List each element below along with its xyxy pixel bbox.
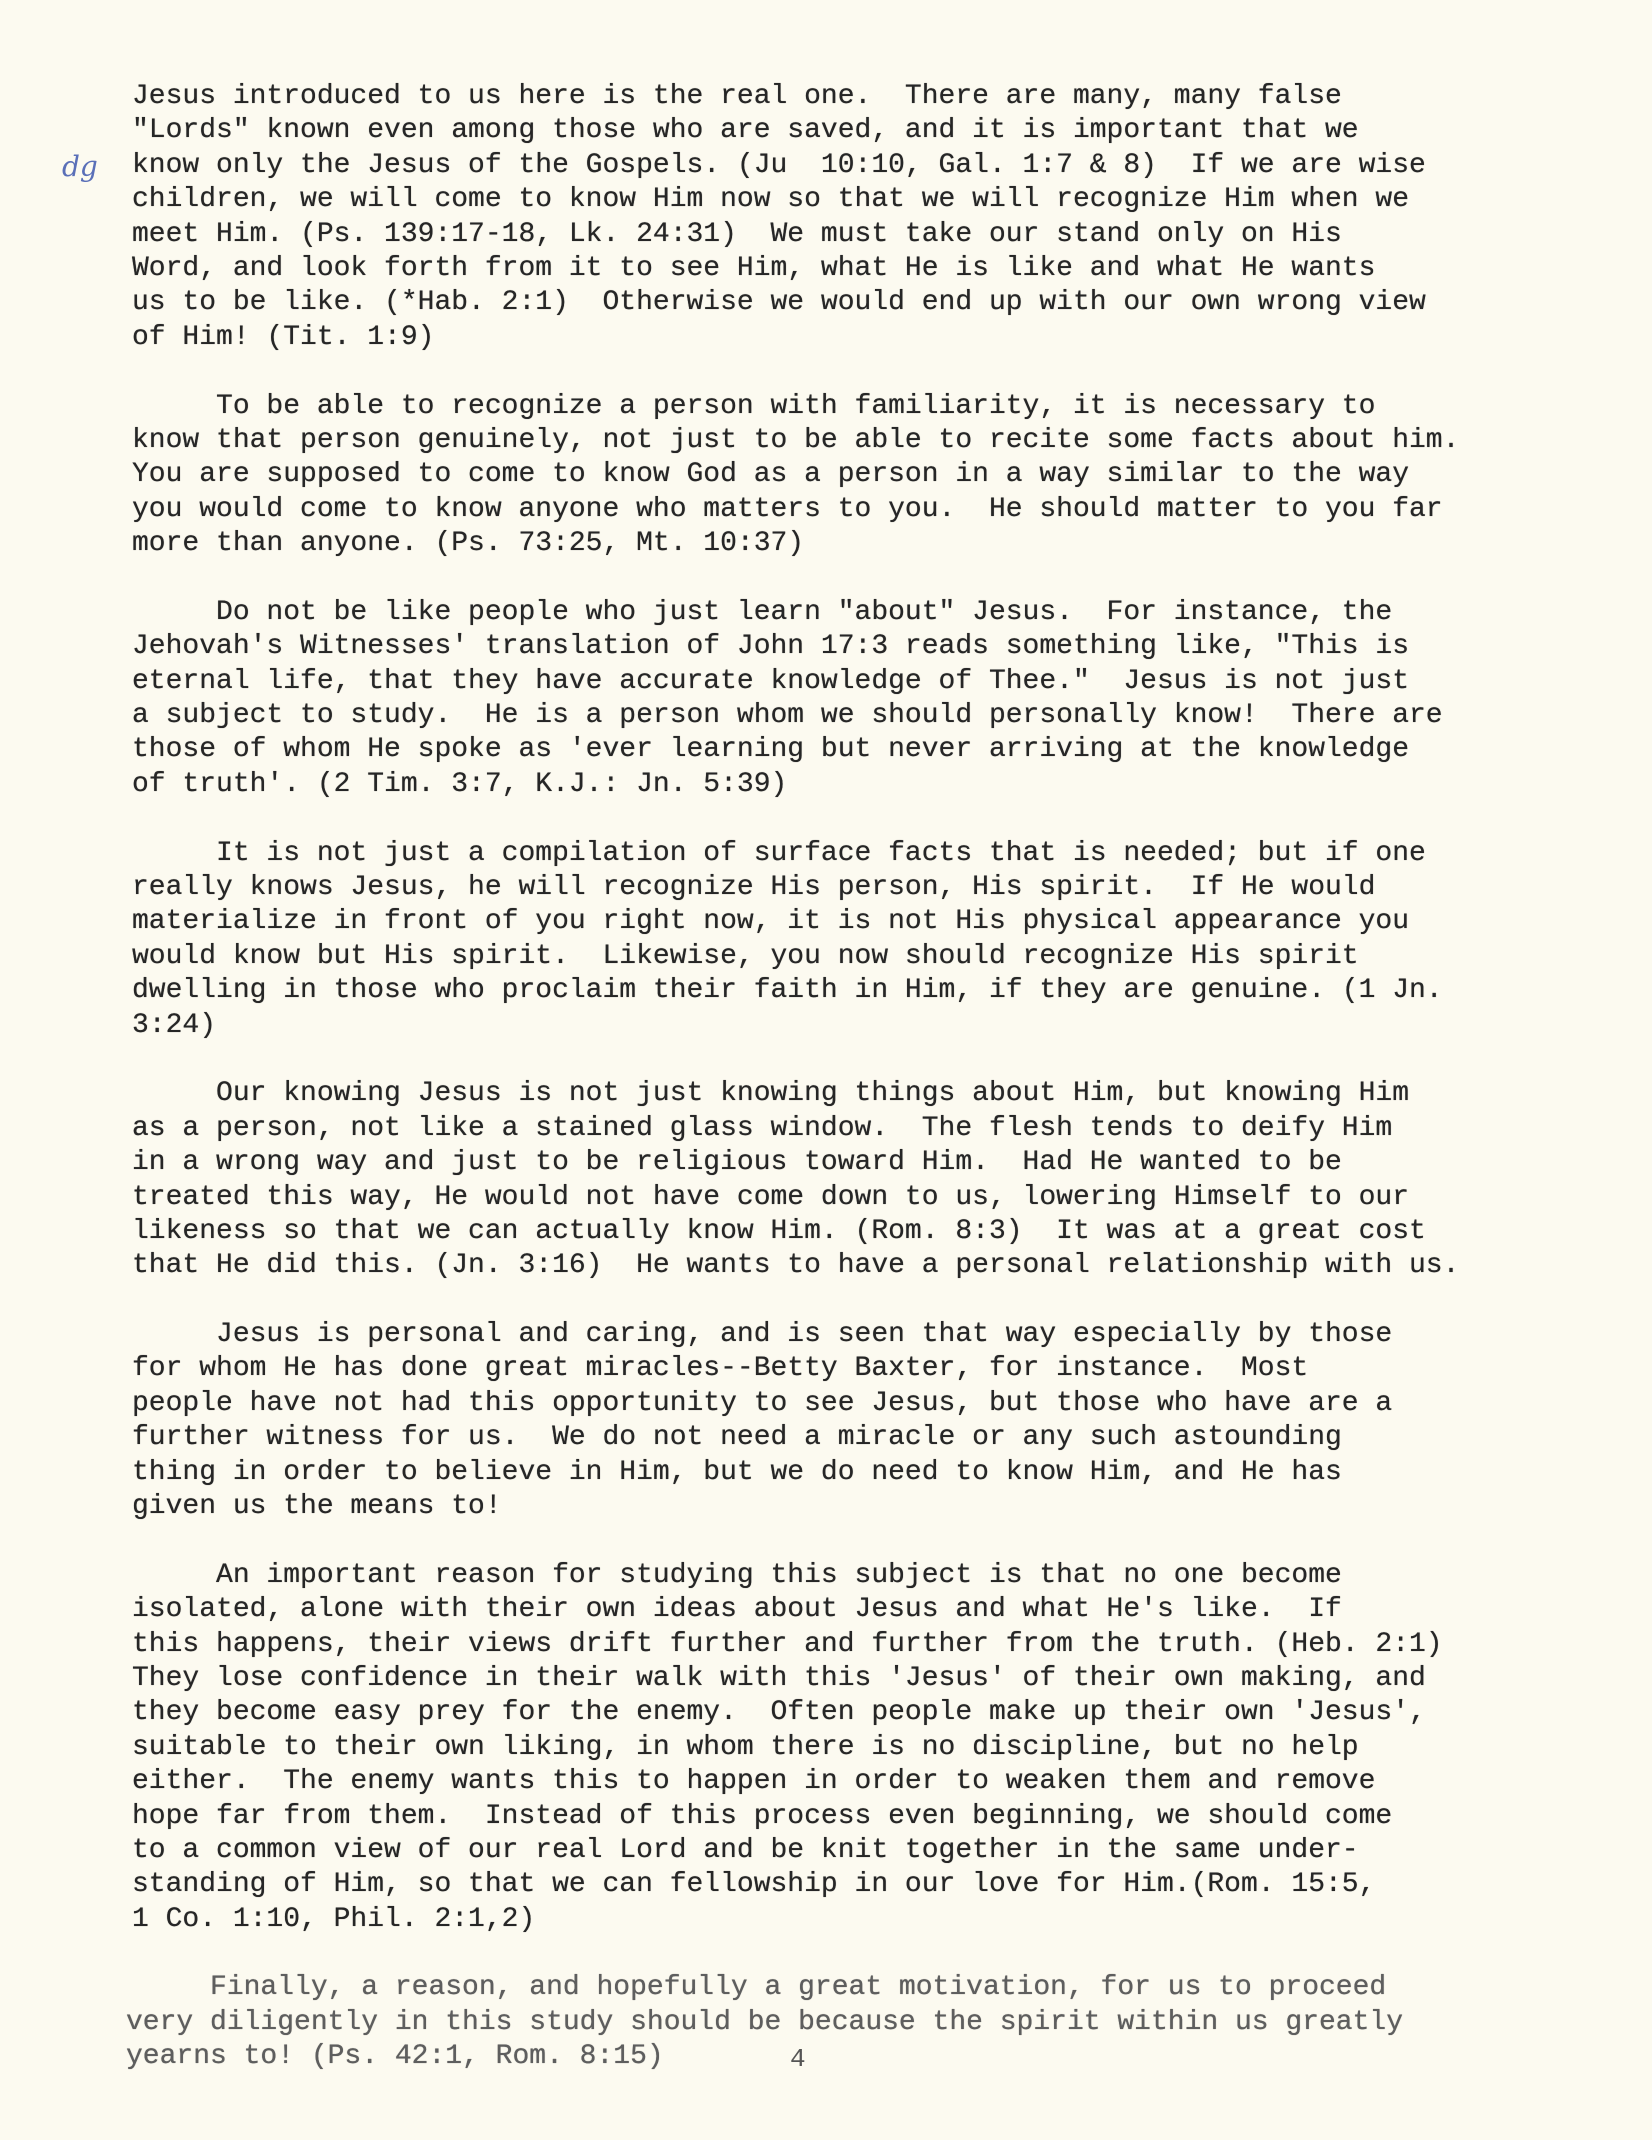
paragraph (132, 837, 1552, 1043)
text-line: really knows Jesus, he will recognize His person, His spirit. If He would (132, 871, 1376, 903)
handwritten-correction: dg (62, 150, 98, 183)
text-line: know only the Jesus of the Gospels. (Ju 10:10, Gal. 1:7 & 8) If we are wise (132, 149, 1426, 181)
text-line: It is not just a compilation of surface facts that is needed; but if one (132, 837, 1426, 869)
page-number: 4 (790, 2044, 806, 2074)
text-line: know that person genuinely, not just to be able to recite some facts about him. (132, 424, 1460, 456)
text-line: those of whom He spoke as 'ever learning but never arriving at the knowledge (132, 734, 1410, 766)
paragraph (132, 1077, 1552, 1283)
text-line: a subject to study. He is a person whom we should personally know! There are (132, 700, 1443, 732)
text-line: to a common view of our real Lord and be knit together in the same under- (132, 1834, 1359, 1866)
paragraph (132, 80, 1552, 355)
text-line: thing in order to believe in Him, but we do need to know Him, and He has (132, 1456, 1342, 1488)
text-line: this happens, their views drift further and further from the truth. (Heb. 2:1) (132, 1628, 1443, 1660)
text-line: Do not be like people who just learn "about" Jesus. For instance, the (132, 596, 1393, 628)
text-line: yearns to! (Ps. 42:1, Rom. 8:15) (126, 2041, 664, 2073)
text-line: isolated, alone with their own ideas about Jesus and what He's like. If (132, 1594, 1342, 1626)
text-line: An important reason for studying this subject is that no one become (132, 1559, 1342, 1591)
text-line: 3:24) (132, 1009, 217, 1041)
text-line: Jesus is personal and caring, and is seen that way especially by those (132, 1319, 1393, 1351)
text-line: people have not had this opportunity to see Jesus, but those who have are a (132, 1387, 1393, 1419)
text-line: us to be like. (*Hab. 2:1) Otherwise we would end up with our own wrong view (132, 287, 1426, 319)
text-line: of truth'. (2 Tim. 3:7, K.J.: Jn. 5:39) (132, 768, 788, 800)
paragraph (132, 1318, 1552, 1524)
text-line: meet Him. (Ps. 139:17-18, Lk. 24:31) We must take our stand only on His (132, 218, 1342, 250)
text-line: in a wrong way and just to be religious toward Him. Had He wanted to be (132, 1147, 1342, 1179)
text-line: suitable to their own liking, in whom there is no discipline, but no help (132, 1731, 1359, 1763)
text-line: further witness for us. We do not need a miracle or any such astounding (132, 1422, 1342, 1454)
text-line: more than anyone. (Ps. 73:25, Mt. 10:37) (132, 528, 805, 560)
text-line: They lose confidence in their walk with this 'Jesus' of their own making, and (132, 1662, 1426, 1694)
text-line: eternal life, that they have accurate knowledge of Thee." Jesus is not just (132, 665, 1410, 697)
paragraph (132, 596, 1552, 802)
text-line: Finally, a reason, and hopefully a great motivation, for us to proceed (126, 1972, 1387, 2004)
text-line: likeness so that we can actually know Him. (Rom. 8:3) It was at a great cost (132, 1215, 1426, 1247)
text-line: materialize in front of you right now, it is not His physical appearance you (132, 906, 1410, 938)
text-line: very diligently in this study should be because the spirit within us greatly (126, 2006, 1404, 2038)
text-line: Word, and look forth from it to see Him, what He is like and what He wants (132, 252, 1376, 284)
text-line: you would come to know anyone who matters to you. He should matter to you far (132, 493, 1443, 525)
text-line: hope far from them. Instead of this process even beginning, we should come (132, 1800, 1393, 1832)
text-line: dwelling in those who proclaim their faith in Him, if they are genuine. (1 Jn. (132, 975, 1443, 1007)
text-line: Our knowing Jesus is not just knowing things about Him, but knowing Him (132, 1078, 1410, 1110)
text-line: would know but His spirit. Likewise, you now should recognize His spirit (132, 940, 1359, 972)
text-line: Jehovah's Witnesses' translation of John 17:3 reads something like, "This is (132, 631, 1410, 663)
text-line: "Lords" known even among those who are saved, and it is important that we (132, 115, 1359, 147)
paragraph (132, 390, 1552, 562)
text-line: for whom He has done great miracles--Betty Baxter, for instance. Most (132, 1353, 1309, 1385)
text-line: given us the means to! (132, 1491, 502, 1523)
text-line: they become easy prey for the enemy. Often people make up their own 'Jesus', (132, 1697, 1426, 1729)
text-line: either. The enemy wants this to happen in order to weaken them and remove (132, 1766, 1376, 1798)
text-line: To be able to recognize a person with familiarity, it is necessary to (132, 390, 1376, 422)
document-body (126, 80, 1552, 2109)
paragraph (126, 1971, 1552, 2074)
text-line: You are supposed to come to know God as a person in a way similar to the way (132, 459, 1410, 491)
text-line: standing of Him, so that we can fellowship in our love for Him.(Rom. 15:5, (132, 1869, 1376, 1901)
text-line: 1 Co. 1:10, Phil. 2:1,2) (132, 1903, 536, 1935)
text-line: that He did this. (Jn. 3:16) He wants to have a personal relationship with us. (132, 1250, 1460, 1282)
text-line: children, we will come to know Him now so that we will recognize Him when we (132, 184, 1410, 216)
text-line: as a person, not like a stained glass window. The flesh tends to deify Him (132, 1112, 1393, 1144)
paragraph (132, 1559, 1552, 1937)
text-line: treated this way, He would not have come down to us, lowering Himself to our (132, 1181, 1410, 1213)
text-line: of Him! (Tit. 1:9) (132, 321, 435, 353)
text-line: Jesus introduced to us here is the real one. There are many, many false (132, 81, 1342, 112)
